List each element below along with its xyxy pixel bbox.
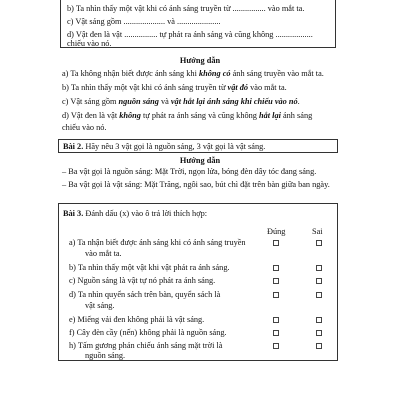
huong-dan-1-d	[62, 111, 312, 121]
huong-dan-1-d-tail: ánh sáng	[280, 111, 313, 120]
bai3-item-d-line2: vật sáng.	[85, 301, 115, 310]
huong-dan-1-c-answer1: nguồn sáng	[118, 97, 159, 106]
bai3-label: Bài 3.	[63, 209, 86, 218]
bai2-question	[63, 142, 265, 152]
item-h-dung-checkbox[interactable]	[273, 343, 279, 349]
huong-dan-2-title: Hướng dẫn	[179, 156, 221, 165]
bai1-item-b: b) Ta nhìn thấy một vật khi có ánh sáng truyền từ ................ vào mắt ta.	[67, 4, 305, 13]
item-b-sai-checkbox[interactable]	[316, 265, 322, 271]
huong-dan-1-a	[62, 69, 324, 79]
huong-dan-1-a-tail: ánh sáng truyền vào mắt ta.	[230, 69, 324, 78]
bai2-answer-2: – Ba vật gọi là vật sáng: Mặt Trăng, ngôi sao, bút chì đặt trên bàn giữa ban ngày.	[62, 180, 330, 189]
column-header-dung: Đúng	[267, 227, 286, 236]
item-e-sai-checkbox[interactable]	[316, 317, 322, 323]
huong-dan-1-b-answer: vật đó	[227, 83, 249, 92]
bai2-question-text: Hãy nêu 3 vật gọi là nguồn sáng, 3 vật gọi là vật sáng.	[85, 142, 266, 151]
bai3-item-c-line1: c) Nguồn sáng là vật tự nó phát ra ánh sáng.	[69, 276, 216, 285]
huong-dan-1-d-text: d) Vật đen là vật	[62, 111, 120, 120]
huong-dan-1-b-text: b) Ta nhìn thấy một vật khi có ánh sáng truyền từ	[62, 83, 228, 92]
item-d-sai-checkbox[interactable]	[316, 292, 322, 298]
item-e-dung-checkbox[interactable]	[273, 317, 279, 323]
item-f-dung-checkbox[interactable]	[273, 330, 279, 336]
bai3-question-text: Đánh dấu (x) vào ô trả lời thích hợp:	[85, 209, 208, 218]
bai3-item-h-line1: h) Tấm gương phản chiếu ánh sáng mặt trời là	[69, 341, 223, 350]
huong-dan-1-c-answer2: vật hắt lại ánh sáng khi chiếu vào nó	[170, 97, 298, 106]
bai2-label: Bài 2.	[63, 142, 86, 151]
item-h-sai-checkbox[interactable]	[316, 343, 322, 349]
bai3-item-a-line2: vào mắt ta.	[85, 249, 122, 258]
bai3-item-b-line1: b) Ta nhìn thấy một vật khi vật phát ra ánh sáng.	[69, 263, 230, 272]
huong-dan-1-d-mid: tự phát ra ánh sáng và cũng không	[140, 111, 259, 120]
item-f-sai-checkbox[interactable]	[316, 330, 322, 336]
huong-dan-1-d-line2: chiếu vào nó.	[62, 123, 107, 132]
item-a-dung-checkbox[interactable]	[273, 240, 279, 246]
column-header-sai: Sai	[312, 227, 323, 236]
huong-dan-1-title: Hướng dẫn	[179, 56, 221, 65]
bai3-item-h-line2: nguồn sáng.	[85, 351, 126, 360]
bai1-item-d-line2: chiếu vào nó.	[67, 39, 112, 48]
huong-dan-1-b	[62, 83, 287, 93]
huong-dan-1-c-tail: .	[297, 97, 300, 106]
huong-dan-1-a-answer: không có	[198, 69, 231, 78]
bai3-item-d-line1: d) Ta nhìn quyển sách trên bàn, quyển sách là	[69, 290, 221, 299]
bai3-question-box	[58, 203, 338, 361]
bai3-item-a-line1: a) Ta nhận biết được ánh sáng khi có ánh sáng truyền	[69, 238, 246, 247]
item-c-sai-checkbox[interactable]	[316, 278, 322, 284]
huong-dan-1-a-text: a) Ta không nhận biết được ánh sáng khi	[62, 69, 199, 78]
huong-dan-1-d-answer1: không	[119, 111, 141, 120]
bai3-item-e-line1: e) Miếng vải đen không phải là vật sáng.	[69, 315, 205, 324]
item-d-dung-checkbox[interactable]	[273, 292, 279, 298]
bai2-answer-1: – Ba vật gọi là nguồn sáng: Mặt Trời, ngọn lửa, bóng đèn dây tóc đang sáng.	[62, 167, 317, 176]
huong-dan-1-d-answer2: hắt lại	[259, 111, 281, 120]
huong-dan-1-c-text: c) Vật sáng gồm	[62, 97, 119, 106]
huong-dan-1-c	[62, 97, 300, 107]
item-a-sai-checkbox[interactable]	[316, 240, 322, 246]
huong-dan-1-b-tail: vào mắt ta.	[248, 83, 287, 92]
item-c-dung-checkbox[interactable]	[273, 278, 279, 284]
bai2-question-box	[58, 139, 338, 153]
bai3-item-f-line1: f) Cây đèn cầy (nến) không phải là nguồn sáng.	[69, 328, 227, 337]
item-b-dung-checkbox[interactable]	[273, 265, 279, 271]
bai1-item-d-line1: d) Vật đen là vật ................ tự phát ra ánh sáng và cũng không ..................	[67, 30, 313, 39]
huong-dan-1-c-mid: và	[158, 97, 171, 106]
bai1-item-c: c) Vật sáng gồm .................... và .....................	[67, 17, 221, 26]
bai1-question-box	[60, 0, 336, 48]
bai3-question	[63, 209, 207, 219]
